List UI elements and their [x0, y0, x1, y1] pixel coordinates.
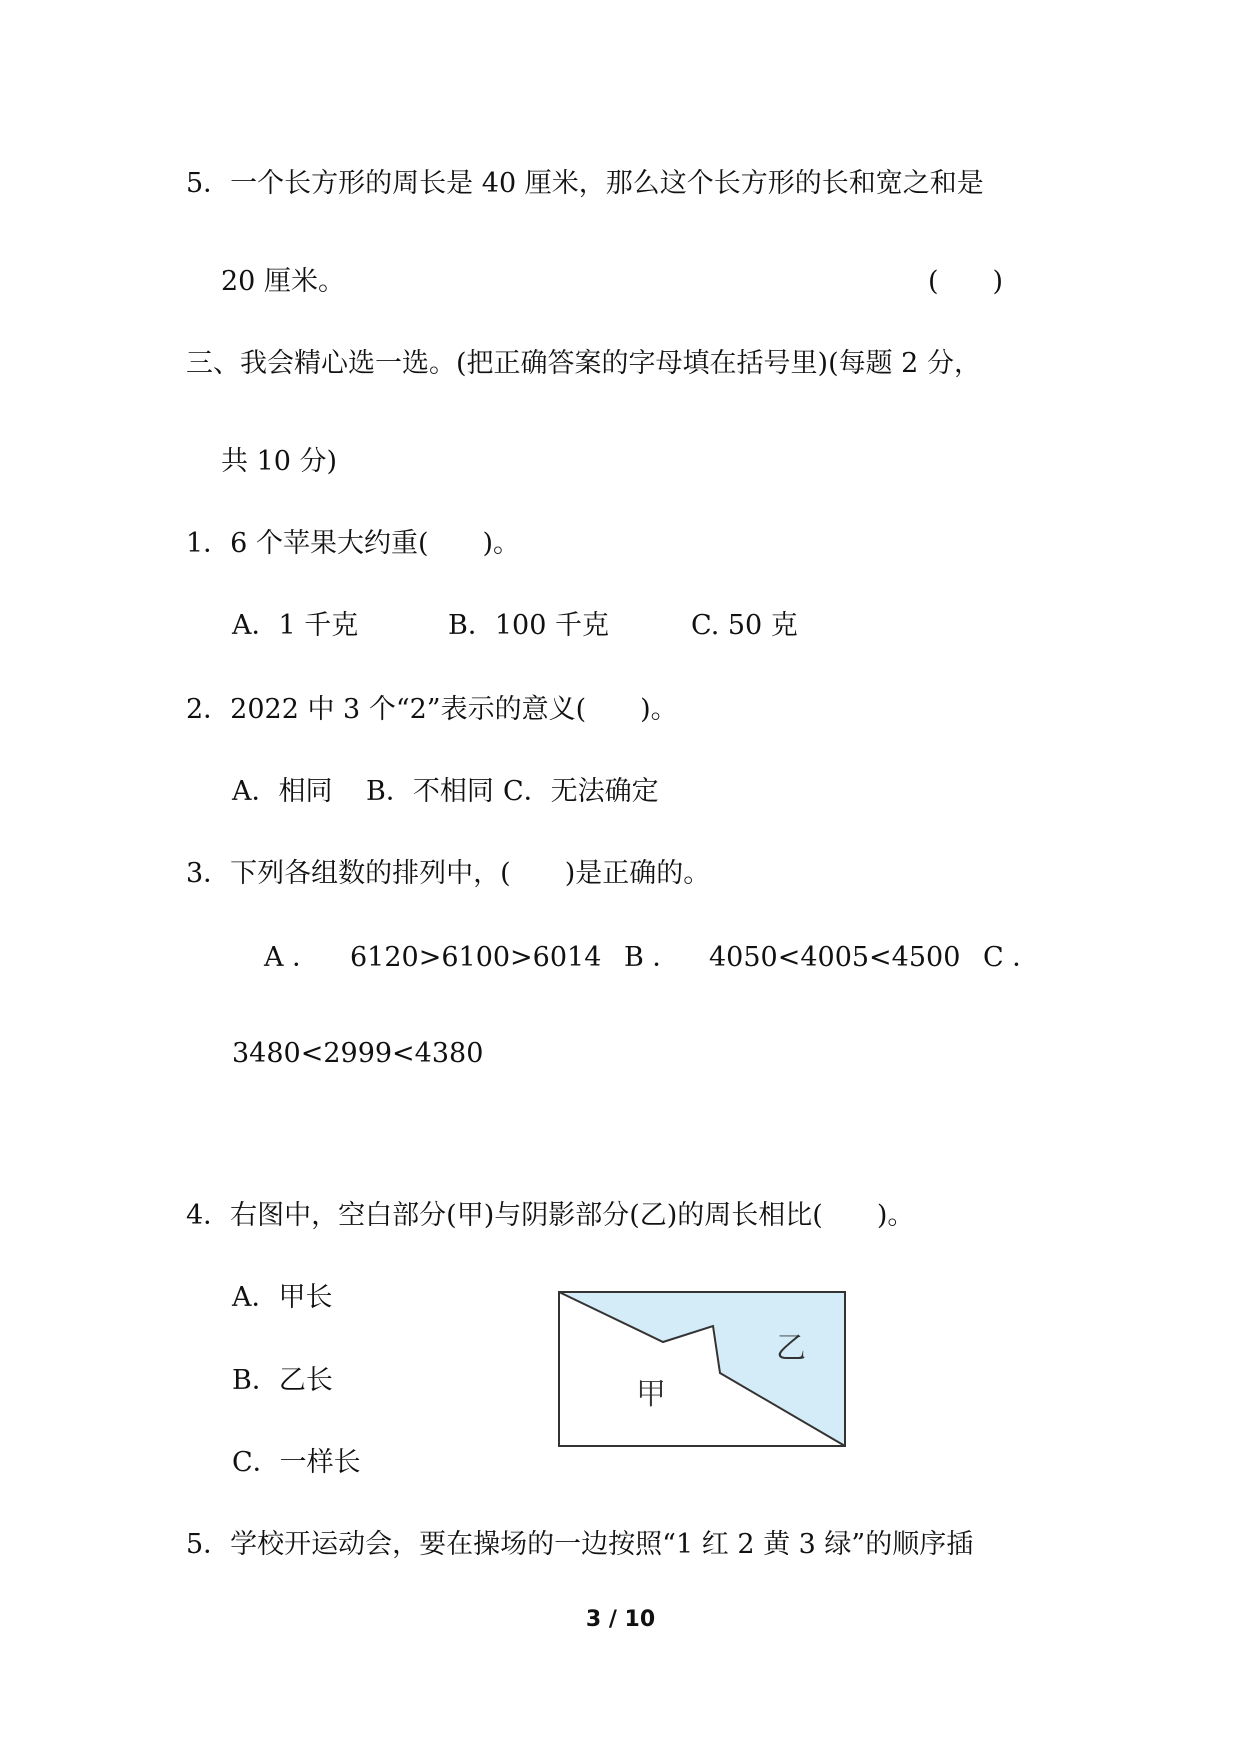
question-3-option-c-value: 3480<2999<4380 [232, 1038, 484, 1069]
tf-question-5-line2: 20 厘米。 [221, 266, 345, 297]
question-2-stem: 2．2022 中 3 个“2”表示的意义( )。 [186, 694, 678, 725]
question-2-option-a: A．相同 [232, 776, 333, 807]
question-3-option-a-value: 6120>6100>6014 [350, 942, 602, 973]
question-3-option-a-letter: A ． [264, 942, 320, 973]
answer-blank: ( ) [928, 266, 1004, 297]
label-yi: 乙 [776, 1331, 806, 1366]
question-3-stem: 3．下列各组数的排列中，( )是正确的。 [186, 858, 711, 889]
question-4-option-a: A．甲长 [232, 1282, 333, 1313]
perimeter-figure [558, 1290, 848, 1457]
question-2-option-c: C．无法确定 [503, 776, 659, 807]
question-3-option-c-letter: C ． [983, 942, 1040, 973]
page-number: 3 / 10 [585, 1607, 656, 1632]
question-4-option-c: C．一样长 [232, 1447, 361, 1478]
question-4-stem: 4．右图中，空白部分(甲)与阴影部分(乙)的周长相比( )。 [186, 1200, 915, 1231]
label-jia: 甲 [636, 1377, 666, 1412]
section-heading-line1: 三、我会精心选一选。(把正确答案的字母填在括号里)(每题 2 分， [186, 348, 981, 379]
question-3-option-b-letter: B ． [624, 942, 680, 973]
question-1-stem: 1．6 个苹果大约重( )。 [186, 528, 521, 559]
question-4-option-b: B．乙长 [232, 1365, 333, 1396]
section-heading-line2: 共 10 分) [221, 446, 338, 477]
question-2-option-b: B．不相同 [366, 776, 494, 807]
question-1-option-c: C. 50 克 [691, 610, 798, 641]
perimeter-figure-svg [558, 1290, 848, 1450]
question-3-option-b-value: 4050<4005<4500 [709, 942, 961, 973]
question-1-option-a: A．1 千克 [232, 610, 359, 641]
tf-question-5-line1: 5．一个长方形的周长是 40 厘米，那么这个长方形的长和宽之和是 [186, 168, 984, 199]
question-1-option-b: B．100 千克 [448, 610, 609, 641]
question-5-stem: 5．学校开运动会，要在操场的一边按照“1 红 2 黄 3 绿”的顺序插 [186, 1529, 974, 1560]
